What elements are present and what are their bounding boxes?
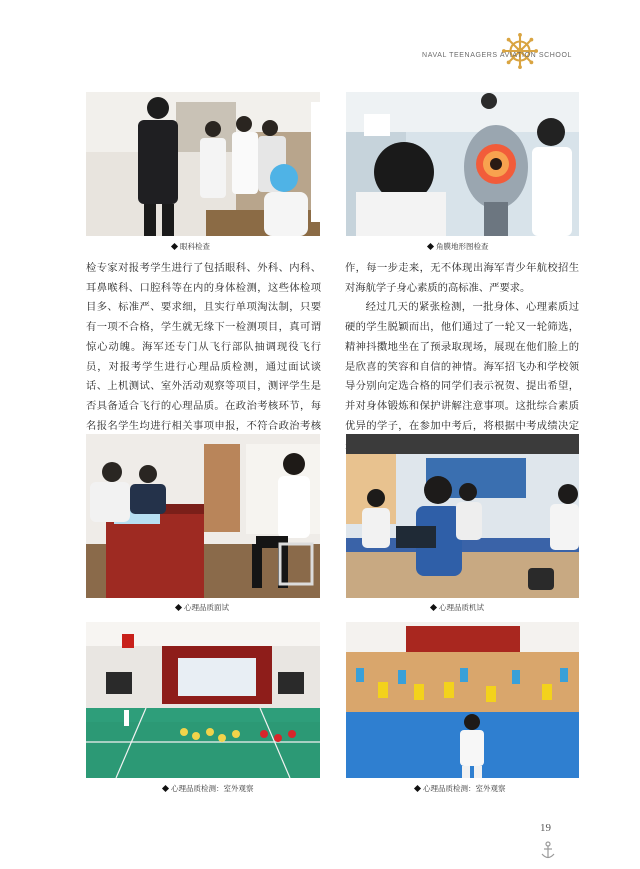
ship-wheel-logo-icon: [501, 32, 539, 70]
photo-eye-exam: [86, 92, 320, 236]
photo-interview: [86, 434, 320, 598]
body-text-right-column: [345, 259, 579, 456]
caption-computer-test: 心理品质机试: [431, 602, 484, 613]
caption-eye-exam: 眼科检查: [172, 241, 210, 252]
school-name-header: NAVAL TEENAGERS AVIATION SCHOOL: [422, 52, 572, 59]
caption-outdoor-observation-2: 心理品质检测：室外观察: [415, 783, 506, 794]
paragraph: 经过几天的紧张检测，一批身体、心理素质过硬的学生脱颖而出，他们通过了一轮又一轮筛选，精神抖擞地坐在了预录取现场，展现在他们脸上的是欣喜的笑容和自信的神情。海军招飞办和学校领导分别向定选合格的同学们表示祝贺、提出希望，并对身体锻炼和保护讲解注意事项。这批综合素质优异的学子，在参加中考后，将根据中考成绩决定: [345, 301, 579, 432]
photo-cornea-exam: [346, 92, 579, 236]
caption-cornea-exam: 角膜地形图检查: [428, 241, 489, 252]
paragraph: 检专家对报考学生进行了包括眼科、外科、内科、耳鼻喉科、口腔科等在内的身体检测，这些体检项目多、标准严、要求细，且实行单项淘汰制，只要有一项不合格，学生就无缘下一检测项目，真可谓惊心动魄。海军还专门从飞行部队抽调现役飞行员，对报考学生进行心理品质检测，通过面试谈话、上机测试、室外活动观察等项目，测评学生是否具备适合飞行的心理品质。在政治考核环节，每名报名学生均进行相关事项申报，不符合政治考核: [86, 262, 321, 432]
photo-computer-test: [346, 434, 579, 598]
page-number: 19: [540, 822, 551, 834]
paragraph: 作，每一步走来，无不体现出海军青少年航校招生对海航学子身心素质的高标准、严要求。: [345, 262, 579, 294]
caption-interview: 心理品质面试: [176, 602, 229, 613]
body-text-left-column: [86, 259, 321, 456]
photo-outdoor-observation-1: [86, 622, 320, 778]
caption-outdoor-observation-1: 心理品质检测：室外观察: [163, 783, 254, 794]
photo-outdoor-observation-2: [346, 622, 579, 778]
anchor-icon: [539, 830, 557, 860]
